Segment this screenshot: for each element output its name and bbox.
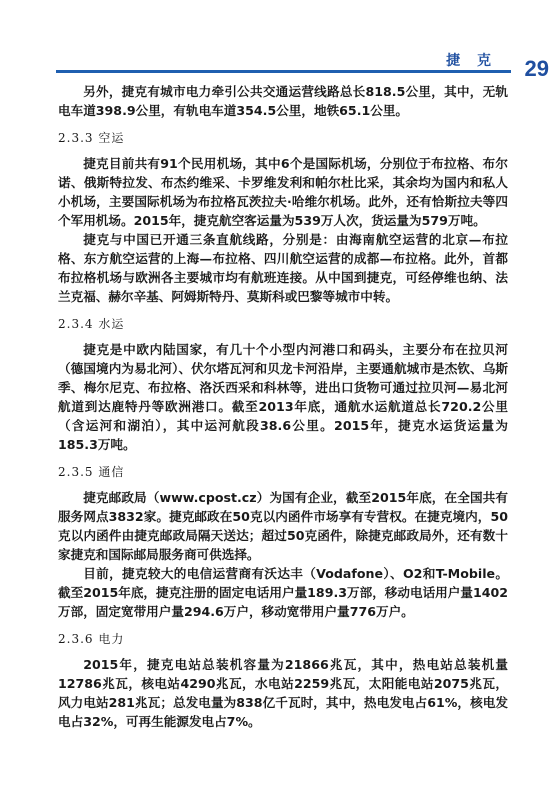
telecom-paragraph-2: 目前，捷克较大的电信运营商有沃达丰（Vodafone）、O2和T-Mobile。截至2015年底，捷克注册的固定电话用户量189.3万部，移动电话用户量1402万部，固定宽带用户量294.6万户，移动宽带用户量776万户。: [58, 566, 508, 619]
water-paragraph-1: 捷克是中欧内陆国家，有几十个小型内河港口和码头，主要分布在拉贝河（德国境内为易北河）、伏尔塔瓦河和贝龙卡河沿岸，主要通航城市是杰钦、乌斯季、梅尔尼克、布拉格、洛沃西采和科林等，进出口货物可通过拉贝河—易北河航道到达鹿特丹等欧洲港口。截至2013年底，通航水运航道总长720.2公里（含运河和湖泊），其中运河航段38.6公里。2015年，捷克水运货运量为185.3万吨。: [58, 342, 508, 452]
air-paragraph-2: 捷克与中国已开通三条直航线路，分别是：由海南航空运营的北京—布拉格、东方航空运营的上海—布拉格、四川航空运营的成都—布拉格。此外，首都布拉格机场与欧洲各主要城市均有航班连接。从中国到捷克，可经停维也纳、法兰克福、赫尔辛基、阿姆斯特丹、莫斯科或巴黎等城市中转。: [58, 232, 508, 304]
header-title: 捷 克: [446, 53, 497, 69]
header-rule: [56, 70, 511, 73]
section-heading-power: 2.3.6 电力: [58, 632, 125, 646]
intro-paragraph: 另外，捷克有城市电力牵引公共交通运营线路总长818.5公里，其中，无轨电车道398.9公里，有轨电车道354.5公里，地铁65.1公里。: [58, 84, 508, 118]
air-paragraph-1: 捷克目前共有91个民用机场，其中6个是国际机场，分别位于布拉格、布尔诺、俄斯特拉发、布杰约维采、卡罗维发利和帕尔杜比采，其余均为国内和私人小机场，主要国际机场为布拉格瓦茨拉夫·哈维尔机场。此外，还有恰斯拉夫等四个军用机场。2015年，捷克航空客运量为539万人次，货运量为579万吨。: [58, 156, 508, 228]
page-header: [0, 0, 559, 80]
section-heading-telecom: 2.3.5 通信: [58, 465, 125, 479]
section-heading-air: 2.3.3 空运: [58, 131, 125, 145]
power-paragraph-1: 2015年，捷克电站总装机容量为21866兆瓦，其中，热电站总装机量12786兆瓦，核电站4290兆瓦，水电站2259兆瓦，太阳能电站2075兆瓦，风力电站281兆瓦；总发电量为838亿千瓦时，其中，热电发电占61%，核电发电占32%，可再生能源发电占7%。: [58, 657, 508, 729]
page-number: 29: [524, 56, 549, 81]
page-body: [58, 82, 508, 731]
telecom-paragraph-1: 捷克邮政局（www.cpost.cz）为国有企业，截至2015年底，在全国共有服务网点3832家。捷克邮政在50克以内函件市场享有专营权。在捷克境内，50克以内函件由捷克邮政局隔天送达；超过50克函件，除捷克邮政局外，还有数十家捷克和国际邮局服务商可供选择。: [58, 490, 508, 562]
section-heading-water: 2.3.4 水运: [58, 317, 125, 331]
